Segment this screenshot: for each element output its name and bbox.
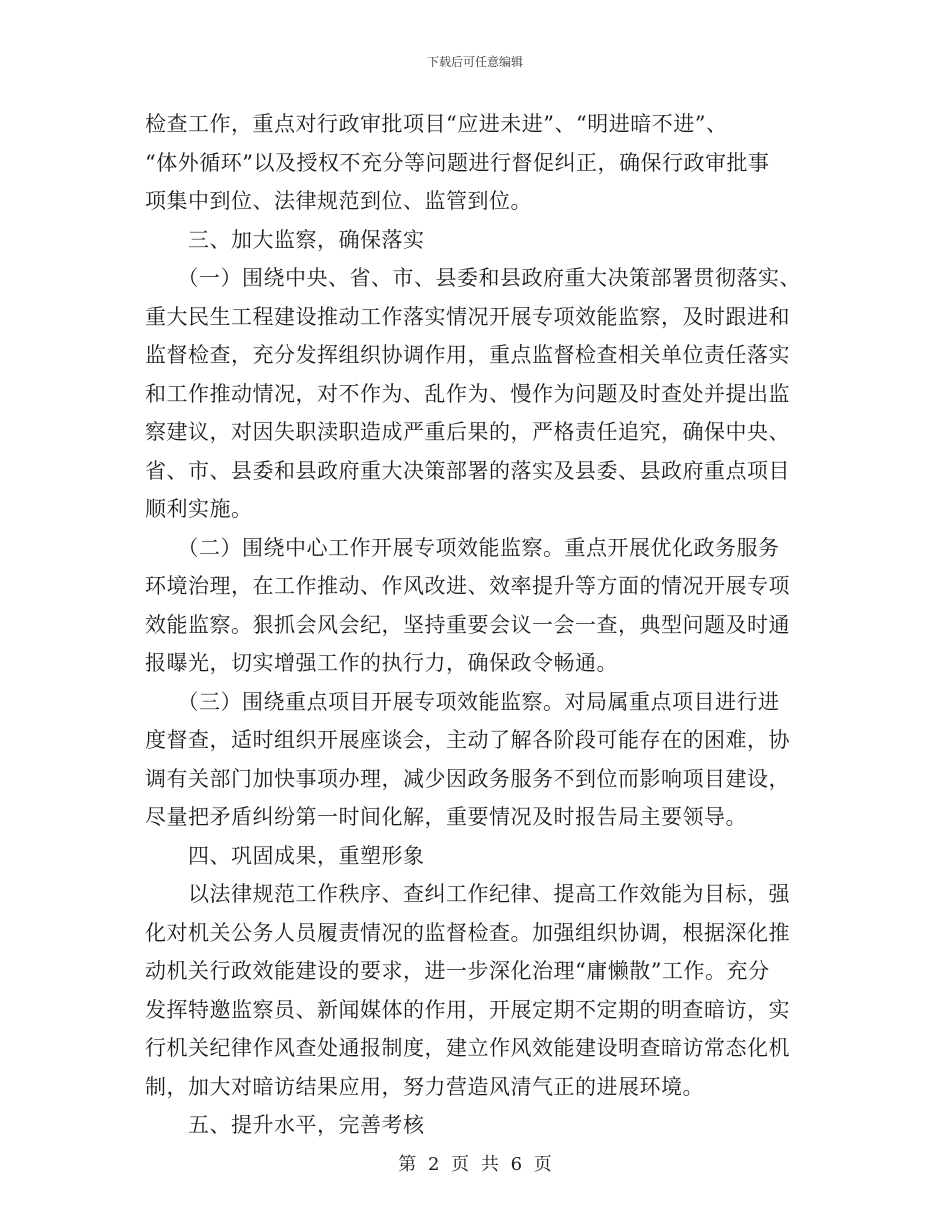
body-line: 化对机关公务人员履责情况的监督检查。加强组织协调，根据深化推 <box>145 920 790 945</box>
page-header: 下载后可任意编辑 <box>426 55 523 69</box>
body-line: 动机关行政效能建设的要求，进一步深化治理“庸懒散”工作。充分 <box>145 959 770 983</box>
body-line: （三）围绕重点项目开展专项效能监察。对局属重点项目进行进 <box>145 689 780 714</box>
section-heading: 三、加大监察，确保落实 <box>145 227 425 252</box>
body-line: 行机关纪律作风查处通报制度，建立作风效能建设明查暗访常态化机 <box>145 1036 790 1060</box>
body-line: 重大民生工程建设推动工作落实情况开展专项效能监察，及时跟进和 <box>145 304 790 329</box>
body-line: “体外循环”以及授权不充分等问题进行督促纠正，确保行政审批事 <box>145 150 770 175</box>
body-line: 察建议，对因失职渎职造成严重后果的，严格责任追究，确保中央、 <box>145 420 790 444</box>
body-line: 和工作推动情况，对不作为、乱作为、慢作为问题及时查处并提出监 <box>145 381 790 406</box>
page-footer: 第 2 页 共 6 页 <box>398 1154 552 1175</box>
body-line: 项集中到位、法律规范到位、监管到位。 <box>145 189 532 213</box>
body-line: 省、市、县委和县政府重大决策部署的落实及县委、县政府重点项目 <box>145 458 790 483</box>
body-line: 调有关部门加快事项办理，减少因政务服务不到位而影响项目建设， <box>145 766 790 791</box>
body-line: （二）围绕中心工作开展专项效能监察。重点开展优化政务服务 <box>145 535 780 560</box>
body-line: （一）围绕中央、省、市、县委和县政府重大决策部署贯彻落实、 <box>145 266 801 290</box>
body-line: 效能监察。狠抓会风会纪，坚持重要会议一会一查，典型问题及时通 <box>145 612 790 637</box>
body-line: 尽量把矛盾纠纷第一时间化解，重要情况及时报告局主要领导。 <box>145 805 747 829</box>
body-line: 环境治理，在工作推动、作风改进、效率提升等方面的情况开展专项 <box>145 574 790 598</box>
body-line: 度督查，适时组织开展座谈会，主动了解各阶段可能存在的困难，协 <box>145 728 790 752</box>
body-line: 顺利实施。 <box>145 497 253 521</box>
body-line: 以法律规范工作秩序、查纠工作纪律、提高工作效能为目标，强 <box>145 882 790 906</box>
section-heading: 四、巩固成果，重塑形象 <box>145 843 425 868</box>
body-line: 报曝光，切实增强工作的执行力，确保政令畅通。 <box>145 651 618 675</box>
document-body <box>145 105 805 1145</box>
body-line: 监督检查，充分发挥组织协调作用，重点监督检查相关单位责任落实 <box>145 343 790 367</box>
section-heading: 五、提升水平，完善考核 <box>145 1113 425 1137</box>
body-line: 检查工作，重点对行政审批项目“应进未进”、“明进暗不进”、 <box>145 112 728 136</box>
body-line: 制，加大对暗访结果应用，努力营造风清气正的进展环境。 <box>145 1074 704 1099</box>
body-line: 发挥特邀监察员、新闻媒体的作用，开展定期不定期的明查暗访，实 <box>145 997 790 1022</box>
